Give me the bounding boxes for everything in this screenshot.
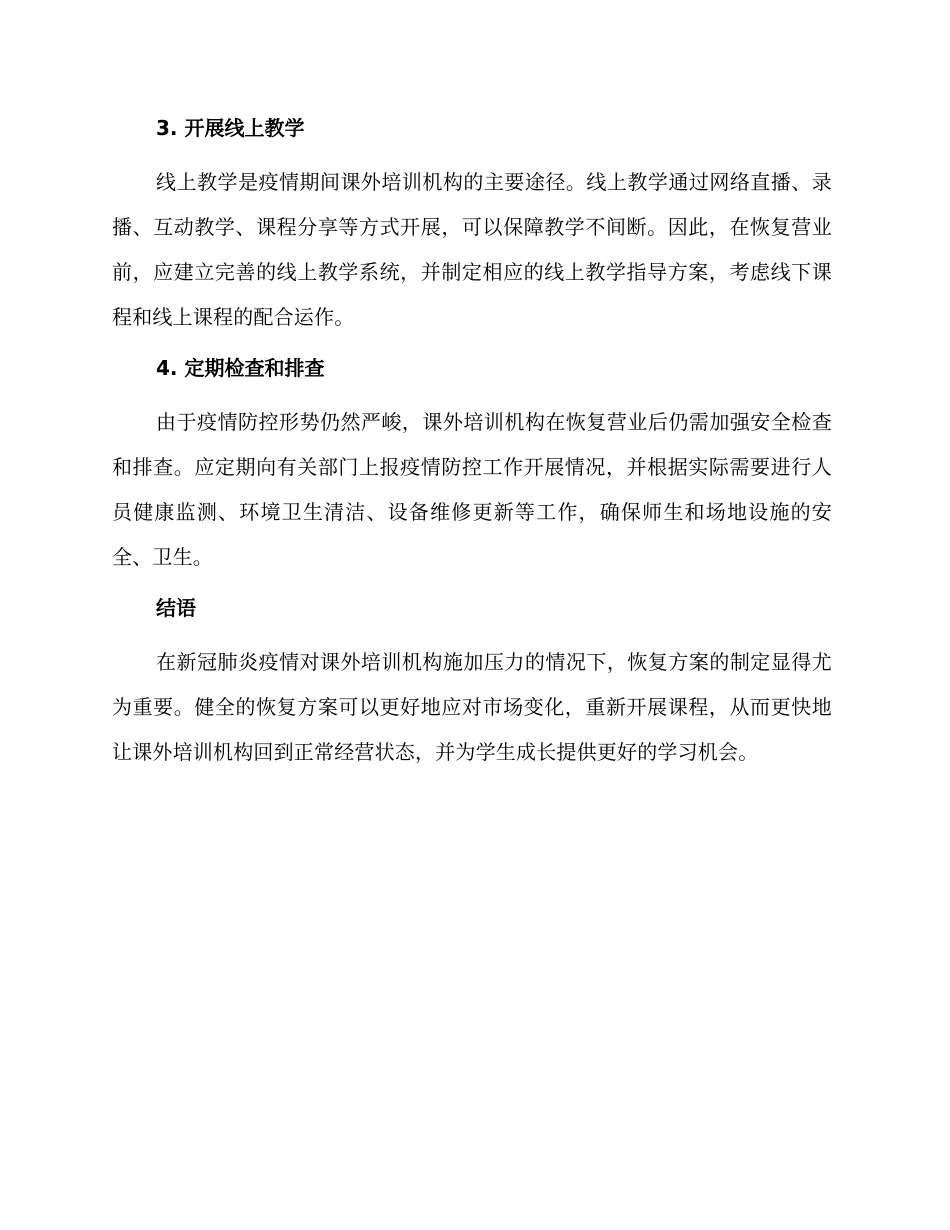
- section-conclusion: [112, 590, 832, 775]
- section-heading: 3. 开展线上教学: [156, 116, 305, 140]
- section-regular-inspection: [112, 350, 832, 580]
- section-paragraph: 由于疫情防控形势仍然严峻，课外培训机构在恢复营业后仍需加强安全检查和排查。应定期向有关部门上报疫情防控工作开展情况，并根据实际需要进行人员健康监测、环境卫生清洁、设备维修更新等工作，确保师生和场地设施的安全、卫生。: [112, 410, 832, 569]
- section-paragraph: 线上教学是疫情期间课外培训机构的主要途径。线上教学通过网络直播、录播、互动教学、课程分享等方式开展，可以保障教学不间断。因此，在恢复营业前，应建立完善的线上教学系统，并制定相应的线上教学指导方案，考虑线下课程和线上课程的配合运作。: [112, 170, 832, 329]
- section-online-teaching: [112, 110, 832, 340]
- section-heading: 结语: [156, 596, 196, 620]
- section-paragraph: 在新冠肺炎疫情对课外培训机构施加压力的情况下，恢复方案的制定显得尤为重要。健全的恢复方案可以更好地应对市场变化，重新开展课程，从而更快地让课外培训机构回到正常经营状态，并为学生成长提供更好的学习机会。: [112, 650, 832, 764]
- document-page: [112, 110, 832, 785]
- section-heading: 4. 定期检查和排查: [156, 356, 325, 380]
